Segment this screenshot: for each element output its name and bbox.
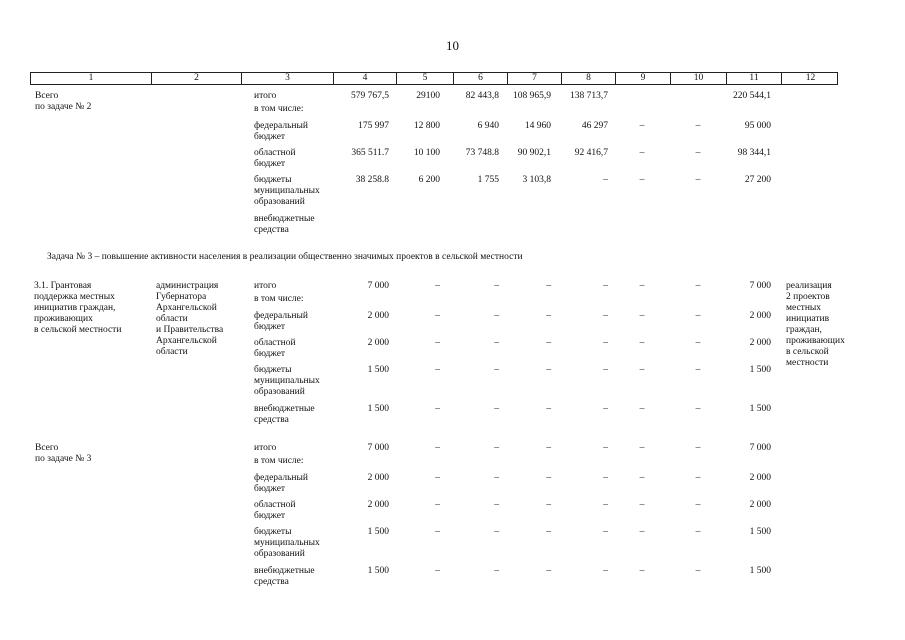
expected-result: проживающих <box>786 336 845 346</box>
amount-cell: 2 000 <box>749 311 771 321</box>
expected-result: в сельской <box>786 347 829 357</box>
amount-cell: 82 443,8 <box>465 91 499 101</box>
amount-cell: – <box>603 365 608 375</box>
amount-cell: – <box>695 500 701 510</box>
amount-cell: – <box>494 527 499 537</box>
funding-source: образований <box>254 387 305 397</box>
amount-cell: 7 000 <box>749 281 771 291</box>
amount-cell: – <box>695 311 701 321</box>
header-cell: 2 <box>151 73 241 84</box>
amount-cell: – <box>603 500 608 510</box>
amount-cell: – <box>546 311 551 321</box>
row-label: Всего <box>35 443 59 453</box>
funding-source: в том числе: <box>254 104 304 114</box>
amount-cell: – <box>546 404 551 414</box>
funding-source: областной <box>254 500 296 510</box>
funding-source: бюджет <box>254 132 286 142</box>
amount-cell: – <box>603 281 608 291</box>
funding-source: внебюджетные <box>254 214 315 224</box>
amount-cell: – <box>435 473 440 483</box>
amount-cell: – <box>546 473 551 483</box>
page-number: 10 <box>446 38 459 53</box>
amount-cell: – <box>603 527 608 537</box>
amount-cell: – <box>435 500 440 510</box>
header-cell: 6 <box>453 73 507 84</box>
funding-source: внебюджетные <box>254 404 315 414</box>
funding-source: бюджеты <box>254 365 292 375</box>
amount-cell: – <box>435 527 440 537</box>
row-label: 3.1. Грантовая <box>34 281 92 291</box>
amount-cell: – <box>695 527 701 537</box>
amount-cell: – <box>695 365 701 375</box>
amount-cell: – <box>639 175 645 185</box>
funding-source: образований <box>254 549 305 559</box>
expected-result: 2 проектов <box>786 292 830 302</box>
amount-cell: 14 960 <box>524 121 551 131</box>
amount-cell: 1 500 <box>749 404 771 414</box>
funding-source: в том числе: <box>254 456 304 466</box>
table-header-row <box>30 72 838 85</box>
amount-cell: – <box>603 473 608 483</box>
amount-cell: – <box>603 404 608 414</box>
responsible-executor: Архангельской <box>156 336 217 346</box>
amount-cell: – <box>435 338 440 348</box>
amount-cell: – <box>695 121 701 131</box>
expected-result: местности <box>786 358 829 368</box>
responsible-executor: и Правительства <box>156 325 224 335</box>
funding-source: образований <box>254 197 305 207</box>
amount-cell: – <box>639 473 645 483</box>
funding-source: областной <box>254 148 296 158</box>
row-label: в сельской местности <box>34 325 122 335</box>
amount-cell: – <box>695 281 701 291</box>
header-cell: 11 <box>726 73 781 84</box>
row-label: по задаче № 2 <box>35 102 92 112</box>
amount-cell: 29100 <box>416 91 440 101</box>
amount-cell: – <box>603 311 608 321</box>
header-cell: 10 <box>670 73 726 84</box>
amount-cell: – <box>639 527 645 537</box>
funding-source: бюджет <box>254 159 286 169</box>
header-cell: 7 <box>507 73 561 84</box>
funding-source: бюджет <box>254 322 286 332</box>
amount-cell: – <box>546 338 551 348</box>
amount-cell: 12 800 <box>413 121 440 131</box>
amount-cell: – <box>603 443 608 453</box>
amount-cell: – <box>435 404 440 414</box>
amount-cell: 2 000 <box>749 473 771 483</box>
expected-result: реализация <box>786 281 832 291</box>
amount-cell: 2 000 <box>749 500 771 510</box>
funding-source: федеральный <box>254 473 308 483</box>
amount-cell: – <box>435 443 440 453</box>
amount-cell: 6 200 <box>418 175 440 185</box>
amount-cell: 46 297 <box>581 121 608 131</box>
amount-cell: 1 500 <box>749 527 771 537</box>
funding-source: внебюджетные <box>254 566 315 576</box>
header-cell: 12 <box>781 73 839 84</box>
header-cell: 4 <box>333 73 396 84</box>
header-cell: 8 <box>561 73 615 84</box>
amount-cell: – <box>494 443 499 453</box>
amount-cell: 95 000 <box>744 121 771 131</box>
amount-cell: – <box>695 175 701 185</box>
amount-cell: – <box>603 338 608 348</box>
amount-cell: 3 103,8 <box>522 175 551 185</box>
funding-source: средства <box>254 577 289 587</box>
task-3-heading: Задача № 3 – повышение активности населения в реализации общественно значимых проектов в сельской местности <box>47 252 523 262</box>
header-cell: 1 <box>88 73 94 83</box>
amount-cell: 365 511.7 <box>351 148 389 158</box>
amount-cell: – <box>639 404 645 414</box>
amount-cell: 2 000 <box>367 500 389 510</box>
header-cell: 3 <box>241 73 333 84</box>
amount-cell: – <box>546 527 551 537</box>
amount-cell: – <box>695 566 701 576</box>
amount-cell: 108 965,9 <box>513 91 551 101</box>
funding-source: бюджет <box>254 511 286 521</box>
header-cell: 5 <box>396 73 453 84</box>
amount-cell: – <box>546 500 551 510</box>
amount-cell: – <box>695 404 701 414</box>
amount-cell: – <box>639 121 645 131</box>
amount-cell: 1 500 <box>367 527 389 537</box>
funding-source: бюджеты <box>254 175 292 185</box>
funding-source: бюджет <box>254 484 286 494</box>
expected-result: граждан, <box>786 325 822 335</box>
amount-cell: 2 000 <box>367 473 389 483</box>
amount-cell: – <box>639 281 645 291</box>
amount-cell: – <box>639 566 645 576</box>
amount-cell: – <box>639 311 645 321</box>
amount-cell: – <box>494 365 499 375</box>
amount-cell: – <box>695 443 701 453</box>
row-label: инициатив граждан, <box>34 303 116 313</box>
funding-source: итого <box>254 443 277 453</box>
amount-cell: 27 200 <box>744 175 771 185</box>
amount-cell: – <box>435 365 440 375</box>
amount-cell: 1 500 <box>367 566 389 576</box>
funding-source: итого <box>254 91 277 101</box>
row-label: по задаче № 3 <box>35 454 92 464</box>
funding-source: муниципальных <box>254 376 320 386</box>
amount-cell: – <box>494 566 499 576</box>
responsible-executor: области <box>156 347 188 357</box>
amount-cell: – <box>435 281 440 291</box>
amount-cell: – <box>494 311 499 321</box>
funding-source: средства <box>254 225 289 235</box>
amount-cell: 1 500 <box>749 365 771 375</box>
expected-result: местных <box>786 303 822 313</box>
amount-cell: 220 544,1 <box>733 91 771 101</box>
responsible-executor: Архангельской <box>156 303 217 313</box>
amount-cell: – <box>494 500 499 510</box>
amount-cell: 1 755 <box>477 175 499 185</box>
amount-cell: 579 767,5 <box>351 91 389 101</box>
amount-cell: 1 500 <box>367 365 389 375</box>
amount-cell: 138 713,7 <box>570 91 608 101</box>
amount-cell: 98 344,1 <box>737 148 771 158</box>
amount-cell: – <box>494 338 499 348</box>
amount-cell: – <box>435 566 440 576</box>
amount-cell: – <box>639 338 645 348</box>
header-cell: 9 <box>615 73 670 84</box>
amount-cell: 1 500 <box>749 566 771 576</box>
amount-cell: 2 000 <box>367 311 389 321</box>
row-label: проживающих <box>34 314 93 324</box>
amount-cell: – <box>494 281 499 291</box>
amount-cell: 2 000 <box>367 338 389 348</box>
funding-source: бюджеты <box>254 527 292 537</box>
funding-source: средства <box>254 415 289 425</box>
amount-cell: – <box>639 500 645 510</box>
amount-cell: – <box>639 365 645 375</box>
funding-source: в том числе: <box>254 294 304 304</box>
amount-cell: 7 000 <box>749 443 771 453</box>
amount-cell: – <box>494 473 499 483</box>
amount-cell: 73 748.8 <box>465 148 499 158</box>
amount-cell: 2 000 <box>749 338 771 348</box>
amount-cell: – <box>603 566 608 576</box>
funding-source: муниципальных <box>254 186 320 196</box>
amount-cell: 7 000 <box>367 281 389 291</box>
amount-cell: – <box>494 404 499 414</box>
amount-cell: – <box>546 566 551 576</box>
amount-cell: – <box>546 443 551 453</box>
row-label: Всего <box>35 91 59 101</box>
amount-cell: 92 416,7 <box>574 148 608 158</box>
amount-cell: – <box>546 281 551 291</box>
funding-source: итого <box>254 281 277 291</box>
amount-cell: 175 997 <box>358 121 389 131</box>
funding-source: областной <box>254 338 296 348</box>
responsible-executor: области <box>156 314 188 324</box>
row-label: поддержка местных <box>34 292 115 302</box>
amount-cell: 1 500 <box>367 404 389 414</box>
funding-source: федеральный <box>254 311 308 321</box>
amount-cell: – <box>546 365 551 375</box>
amount-cell: – <box>603 175 608 185</box>
funding-source: муниципальных <box>254 538 320 548</box>
expected-result: инициатив <box>786 314 830 324</box>
amount-cell: – <box>639 443 645 453</box>
amount-cell: 90 902,1 <box>517 148 551 158</box>
funding-source: бюджет <box>254 349 286 359</box>
amount-cell: – <box>695 473 701 483</box>
funding-source: федеральный <box>254 121 308 131</box>
responsible-executor: администрация <box>156 281 219 291</box>
amount-cell: 6 940 <box>477 121 499 131</box>
amount-cell: – <box>695 338 701 348</box>
amount-cell: – <box>639 148 645 158</box>
amount-cell: 7 000 <box>367 443 389 453</box>
responsible-executor: Губернатора <box>156 292 207 302</box>
amount-cell: 10 100 <box>413 148 440 158</box>
amount-cell: 38 258.8 <box>355 175 389 185</box>
amount-cell: – <box>435 311 440 321</box>
amount-cell: – <box>695 148 701 158</box>
